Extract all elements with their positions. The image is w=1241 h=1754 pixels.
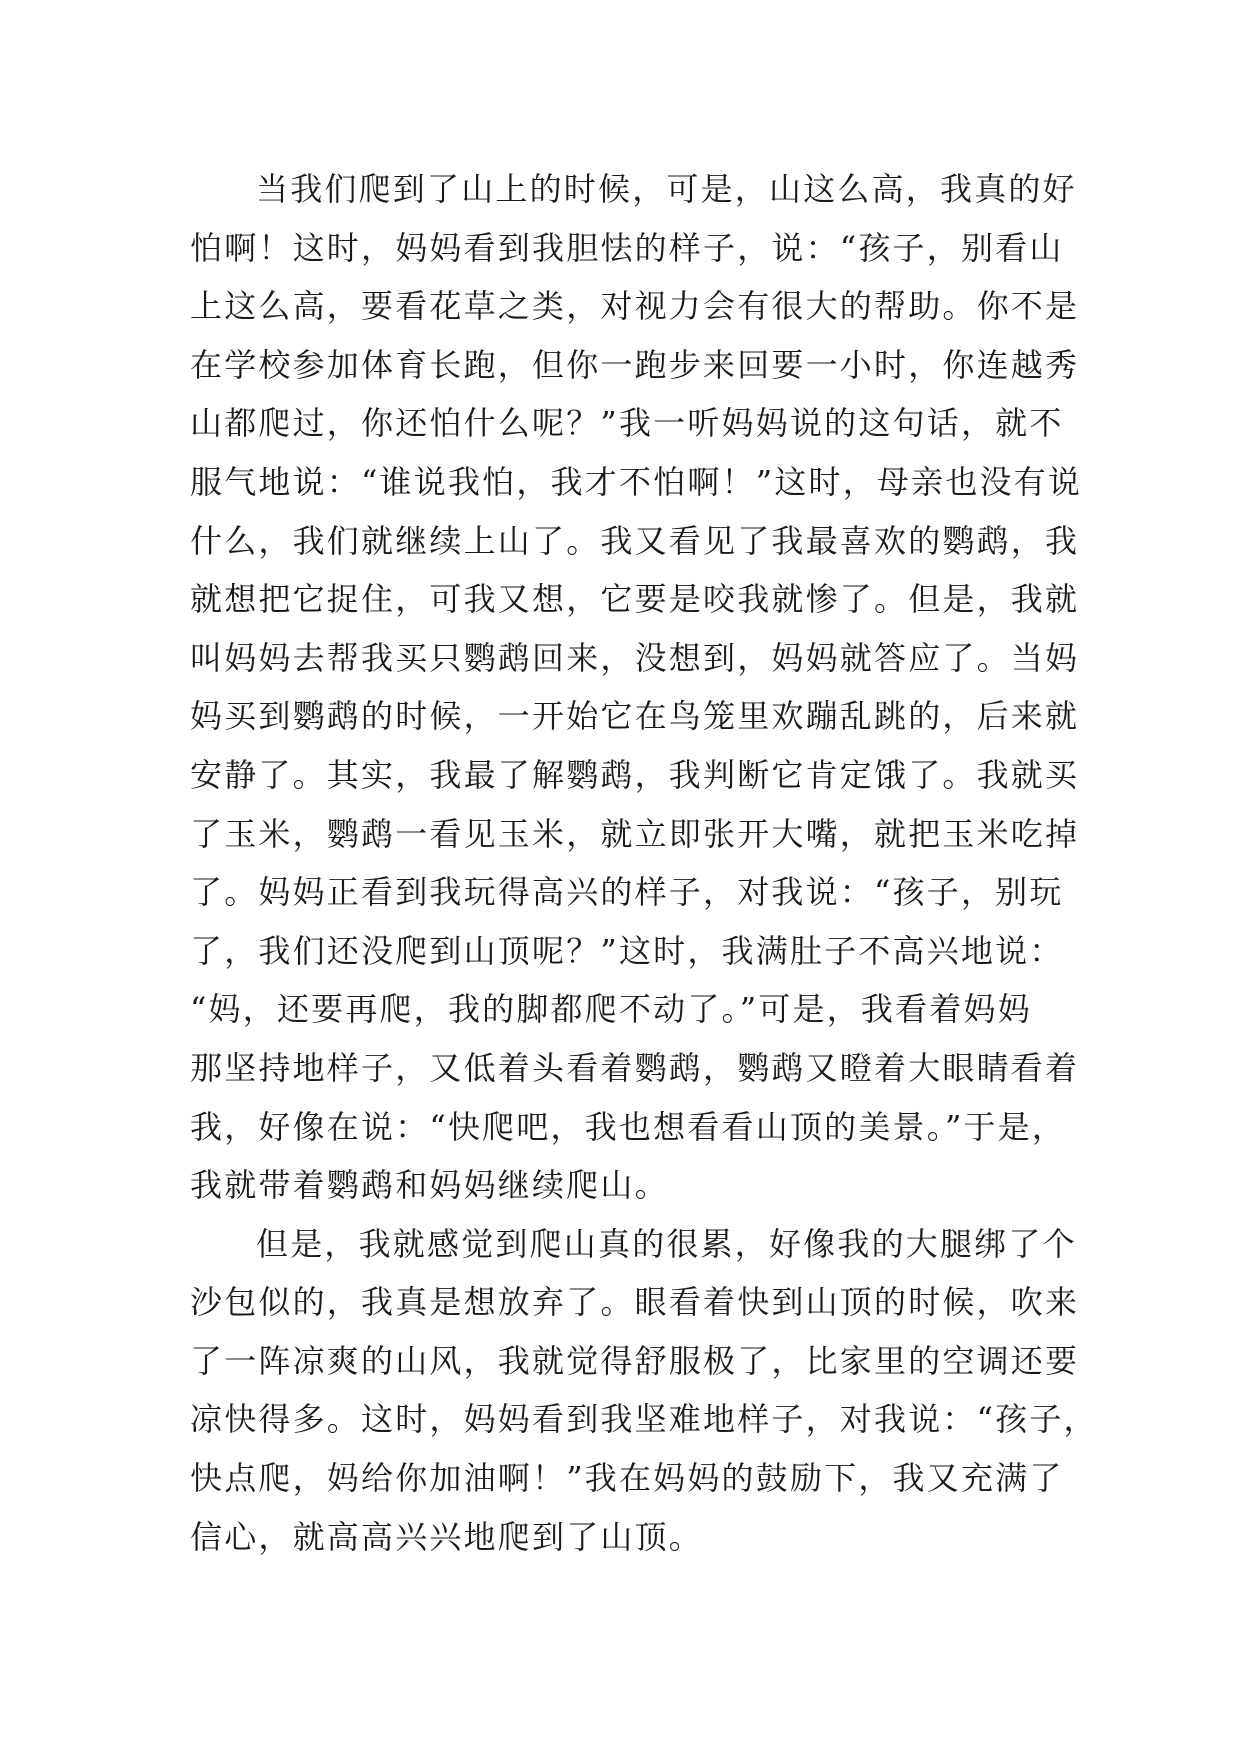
text-line: 妈买到鹦鹉的时候，一开始它在鸟笼里欢蹦乱跳的，后来就 xyxy=(190,697,1080,736)
text-line: 了玉米，鹦鹉一看见玉米，就立即张开大嘴，就把玉米吃掉 xyxy=(190,814,1080,853)
text-line: 我就带着鹦鹉和妈妈继续爬山。 xyxy=(190,1166,669,1205)
text-line: 就想把它捉住，可我又想，它要是咬我就惨了。但是，我就 xyxy=(190,580,1080,619)
text-line: 什么，我们就继续上山了。我又看见了我最喜欢的鹦鹉，我 xyxy=(190,521,1080,560)
text-line: 了。妈妈正看到我玩得高兴的样子，对我说：“孩子，别玩 xyxy=(190,873,1064,912)
text-line: 叫妈妈去帮我买只鹦鹉回来，没想到，妈妈就答应了。当妈 xyxy=(190,638,1080,677)
text-line: 那坚持地样子，又低着头看着鹦鹉，鹦鹉又瞪着大眼睛看着 xyxy=(190,1048,1080,1087)
text-line: 我，好像在说：“快爬吧，我也想看看山顶的美景。”于是， xyxy=(190,1107,1067,1146)
text-line: 当我们爬到了山上的时候，可是，山这么高，我真的好 xyxy=(256,170,1077,208)
text-line: 但是，我就感觉到爬山真的很累，好像我的大腿绑了个 xyxy=(256,1224,1077,1263)
text-line: 了一阵凉爽的山风，我就觉得舒服极了，比家里的空调还要 xyxy=(190,1341,1080,1380)
text-line: 快点爬，妈给你加油啊！”我在妈妈的鼓励下，我又充满了 xyxy=(190,1459,1064,1498)
paragraph-2 xyxy=(190,1215,1098,1567)
text-line: 信心，就高高兴兴地爬到了山顶。 xyxy=(190,1517,704,1556)
text-line: 沙包似的，我真是想放弃了。眼看着快到山顶的时候，吹来 xyxy=(190,1283,1080,1322)
paragraph-1 xyxy=(190,160,1083,1215)
text-line: 服气地说：“谁说我怕，我才不怕啊！”这时，母亲也没有说 xyxy=(190,462,1083,501)
text-line: 了，我们还没爬到山顶呢？”这时，我满肚子不高兴地说： xyxy=(190,931,1064,970)
text-line: 怕啊！这时，妈妈看到我胆怯的样子，说：“孩子，别看山 xyxy=(190,228,1064,267)
text-line: 山都爬过，你还怕什么呢？”我一听妈妈说的这句话，就不 xyxy=(190,404,1064,443)
text-line: 在学校参加体育长跑，但你一跑步来回要一小时，你连越秀 xyxy=(190,345,1080,384)
text-line: “妈，还要再爬，我的脚都爬不动了。”可是，我看着妈妈 xyxy=(190,990,1032,1029)
document-body xyxy=(190,160,1098,1566)
text-line: 上这么高，要看花草之类，对视力会有很大的帮助。你不是 xyxy=(190,287,1080,326)
text-line: 安静了。其实，我最了解鹦鹉，我判断它肯定饿了。我就买 xyxy=(190,755,1080,794)
text-line: 凉快得多。这时，妈妈看到我坚难地样子，对我说：“孩子， xyxy=(190,1400,1098,1439)
